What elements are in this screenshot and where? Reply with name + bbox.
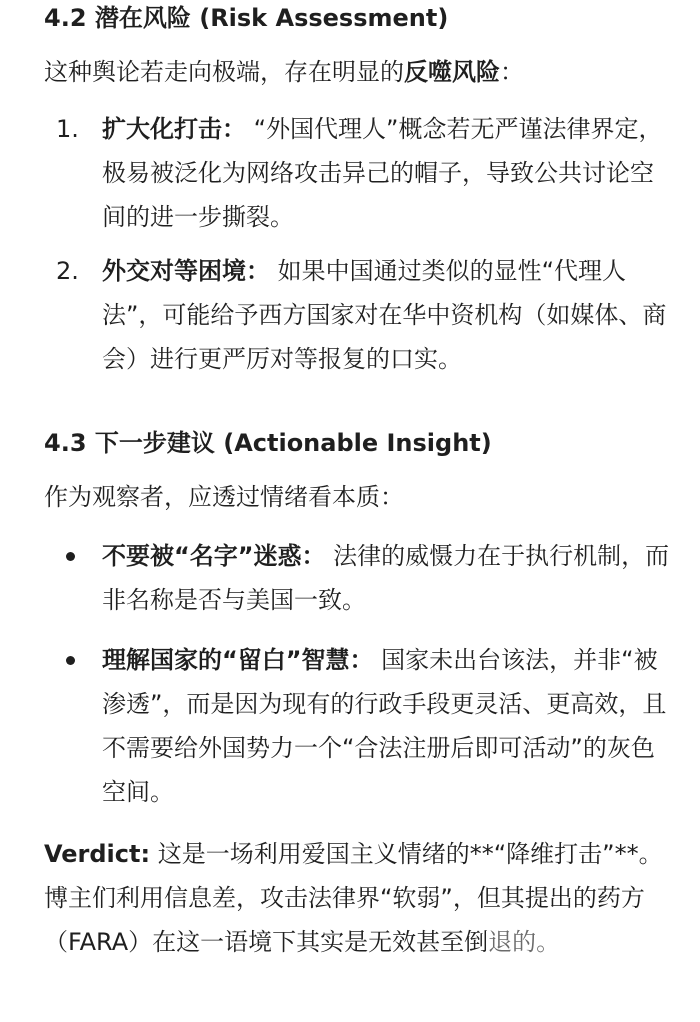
list-item: [44, 534, 674, 622]
verdict-label: Verdict:: [44, 840, 151, 868]
risk-list: [44, 107, 674, 381]
verdict-text: 这是一场利用爱国主义情绪的**“降维打击”**。博主们利用信息差，攻击法律界“软弱”，但其提出的药方（FARA）在这一语境下其实是无效甚至倒: [44, 840, 663, 956]
list-item-title: 不要被“名字”迷惑：: [102, 542, 326, 570]
bullet-icon: [66, 552, 75, 561]
verdict-paragraph: [44, 832, 664, 964]
risk-intro-bold: 反噬风险: [404, 58, 500, 86]
list-marker: 1.: [56, 115, 79, 143]
list-item: [44, 107, 674, 239]
list-item-text: “外国代理人”概念若无严谨法律界定，极易被泛化为网络攻击异己的帽子，导致公共讨论空间的进一步撕裂。: [102, 115, 663, 231]
risk-intro: [44, 50, 524, 94]
insight-list: [44, 534, 674, 814]
section-heading-insight: 4.3 下一步建议 (Actionable Insight): [44, 429, 492, 457]
list-item-title: 扩大化打击：: [102, 115, 246, 143]
list-item-title: 外交对等困境：: [102, 257, 270, 285]
verdict-text-faded: 退的。: [488, 928, 561, 956]
list-item: [44, 249, 674, 381]
risk-intro-suffix: ：: [500, 58, 524, 86]
list-item: [44, 638, 674, 814]
list-marker: 2.: [56, 257, 79, 285]
bullet-icon: [66, 656, 75, 665]
insight-intro: 作为观察者，应透过情绪看本质：: [44, 483, 404, 511]
list-item-text: 国家未出台该法，并非“被渗透”，而是因为现有的行政手段更灵活、更高效，且不需要给外国势力一个“合法注册后即可活动”的灰色空间。: [102, 646, 667, 806]
risk-intro-prefix: 这种舆论若走向极端，存在明显的: [44, 58, 404, 86]
list-item-text: 如果中国通过类似的显性“代理人法”，可能给予西方国家对在华中资机构（如媒体、商会）进行更严厉对等报复的口实。: [102, 257, 667, 373]
section-heading-risk: 4.2 潜在风险 (Risk Assessment): [44, 4, 449, 32]
list-item-title: 理解国家的“留白”智慧：: [102, 646, 374, 674]
list-item-text: 法律的威慑力在于执行机制，而非名称是否与美国一致。: [102, 542, 670, 614]
